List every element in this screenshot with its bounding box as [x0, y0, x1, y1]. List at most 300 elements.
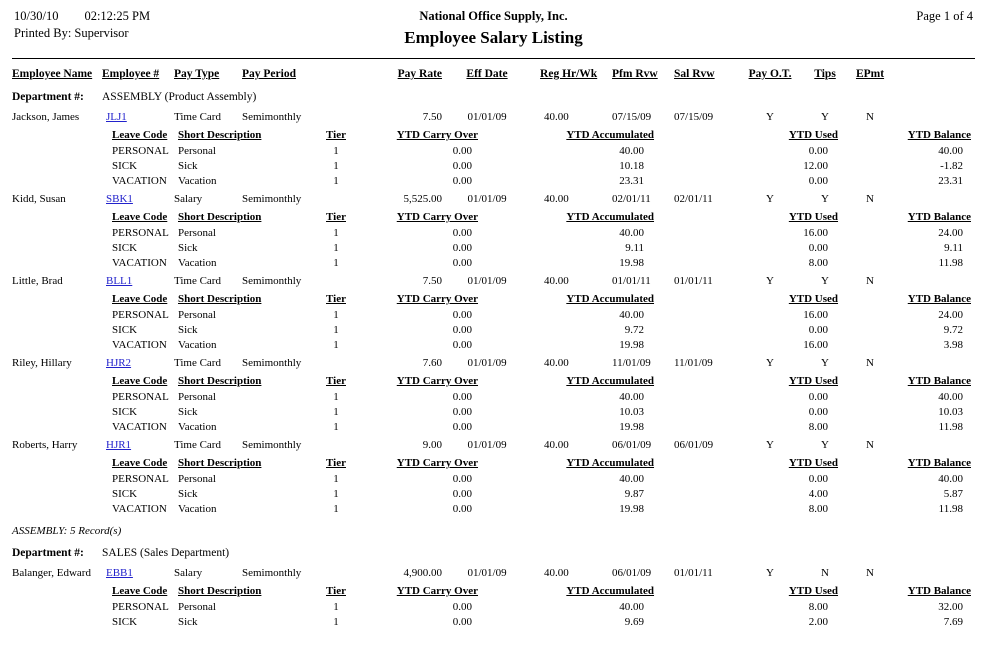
- eff-date: 01/01/09: [467, 567, 507, 579]
- leave-row: [12, 255, 975, 270]
- leave-indent: [12, 419, 102, 434]
- col-ytd-accumulated: YTD Accumulated: [566, 211, 655, 223]
- ytd-used: 0.00: [808, 175, 829, 187]
- leave-tier: 1: [333, 488, 339, 500]
- col-tier: Tier: [326, 211, 346, 223]
- tips: N: [821, 567, 829, 579]
- ytd-carry-over: 0.00: [452, 175, 473, 187]
- leave-indent: [12, 389, 102, 404]
- sal-rvw: 07/15/09: [674, 111, 714, 123]
- leave-indent: [12, 225, 102, 240]
- leave-indent: [12, 371, 102, 389]
- pay-type: Time Card: [174, 357, 221, 369]
- tips: Y: [821, 439, 829, 451]
- col-ytd-carry-over: YTD Carry Over: [396, 585, 479, 597]
- employee-number-link[interactable]: HJR2: [106, 357, 132, 369]
- ytd-balance: 24.00: [938, 309, 963, 321]
- col-pay-ot: Pay O.T.: [748, 68, 792, 80]
- leave-row: [12, 143, 975, 158]
- report-title: Employee Salary Listing: [404, 28, 583, 47]
- col-ytd-accumulated: YTD Accumulated: [566, 585, 655, 597]
- pay-ot: Y: [766, 567, 774, 579]
- col-employee-number: Employee #: [102, 68, 160, 80]
- pay-rate: 7.50: [422, 111, 443, 123]
- pay-type: Time Card: [174, 111, 221, 123]
- ytd-accumulated: 9.11: [625, 242, 645, 254]
- leave-indent: [12, 143, 102, 158]
- department-record-count: ASSEMBLY: 5 Record(s): [12, 525, 122, 537]
- department-label: Department #:: [12, 91, 84, 103]
- leave-header-row: [12, 581, 975, 599]
- leave-tier: 1: [333, 309, 339, 321]
- leave-tier: 1: [333, 503, 339, 515]
- leave-code: VACATION: [112, 421, 167, 433]
- col-short-description: Short Description: [178, 211, 262, 223]
- sal-rvw: 06/01/09: [674, 439, 714, 451]
- epmt: N: [866, 275, 874, 287]
- ytd-carry-over: 0.00: [452, 257, 473, 269]
- ytd-accumulated: 40.00: [619, 309, 645, 321]
- eff-date: 01/01/09: [467, 439, 507, 451]
- ytd-accumulated: 40.00: [619, 473, 645, 485]
- ytd-accumulated: 19.98: [619, 339, 645, 351]
- leave-description: Vacation: [178, 175, 217, 187]
- leave-header-row: [12, 371, 975, 389]
- col-tips: Tips: [814, 68, 836, 80]
- page-indicator: Page 1 of 4: [916, 9, 973, 23]
- ytd-balance: 40.00: [938, 473, 963, 485]
- leave-description: Personal: [178, 145, 216, 157]
- leave-tier: 1: [333, 227, 339, 239]
- ytd-accumulated: 19.98: [619, 421, 645, 433]
- salary-listing-table: [12, 59, 975, 629]
- leave-header-row: [12, 207, 975, 225]
- col-ytd-used: YTD Used: [788, 585, 839, 597]
- ytd-carry-over: 0.00: [452, 488, 473, 500]
- eff-date: 01/01/09: [467, 193, 507, 205]
- employee-row: [12, 434, 975, 453]
- leave-description: Personal: [178, 391, 216, 403]
- ytd-used: 8.00: [808, 601, 829, 613]
- pay-period: Semimonthly: [242, 439, 302, 451]
- leave-code: PERSONAL: [112, 309, 169, 321]
- col-pfm-rvw: Pfm Rvw: [612, 68, 658, 80]
- leave-description: Vacation: [178, 257, 217, 269]
- tips: Y: [821, 111, 829, 123]
- company-name: National Office Supply, Inc.: [419, 9, 568, 23]
- pay-ot: Y: [766, 439, 774, 451]
- leave-description: Personal: [178, 473, 216, 485]
- ytd-accumulated: 40.00: [619, 601, 645, 613]
- leave-code: SICK: [112, 324, 138, 336]
- col-ytd-carry-over: YTD Carry Over: [396, 129, 479, 141]
- ytd-accumulated: 9.72: [624, 324, 645, 336]
- ytd-accumulated: 40.00: [619, 391, 645, 403]
- col-leave-code: Leave Code: [112, 129, 168, 141]
- col-leave-code: Leave Code: [112, 375, 168, 387]
- col-ytd-used: YTD Used: [788, 375, 839, 387]
- ytd-accumulated: 19.98: [619, 257, 645, 269]
- leave-description: Vacation: [178, 421, 217, 433]
- col-ytd-balance: YTD Balance: [907, 293, 971, 305]
- col-leave-code: Leave Code: [112, 585, 168, 597]
- leave-description: Personal: [178, 227, 216, 239]
- employee-row: [12, 352, 975, 371]
- ytd-balance: 5.87: [943, 488, 963, 500]
- ytd-balance: 23.31: [938, 175, 963, 187]
- leave-tier: 1: [333, 391, 339, 403]
- col-leave-code: Leave Code: [112, 293, 168, 305]
- leave-tier: 1: [333, 616, 339, 628]
- ytd-used: 8.00: [808, 257, 829, 269]
- ytd-used: 0.00: [808, 473, 829, 485]
- pay-type: Salary: [174, 567, 203, 579]
- ytd-used: 4.00: [808, 488, 829, 500]
- leave-code: SICK: [112, 242, 138, 254]
- leave-header-row: [12, 125, 975, 143]
- leave-code: PERSONAL: [112, 145, 169, 157]
- ytd-accumulated: 10.03: [619, 406, 645, 418]
- pay-type: Salary: [174, 193, 203, 205]
- employee-name: Little, Brad: [12, 275, 63, 287]
- reg-hr-wk: 40.00: [544, 439, 569, 451]
- pfm-rvw: 11/01/09: [612, 357, 651, 369]
- pay-rate: 4,900.00: [403, 567, 443, 579]
- leave-tier: 1: [333, 242, 339, 254]
- col-ytd-balance: YTD Balance: [907, 457, 971, 469]
- col-tier: Tier: [326, 457, 346, 469]
- leave-tier: 1: [333, 406, 339, 418]
- header-center: [0, 8, 987, 49]
- leave-indent: [12, 307, 102, 322]
- leave-tier: 1: [333, 339, 339, 351]
- ytd-balance: 9.11: [944, 242, 963, 254]
- eff-date: 01/01/09: [467, 111, 507, 123]
- leave-tier: 1: [333, 257, 339, 269]
- leave-indent: [12, 322, 102, 337]
- ytd-carry-over: 0.00: [452, 391, 473, 403]
- employee-number-link[interactable]: EBB1: [106, 567, 133, 579]
- col-ytd-balance: YTD Balance: [907, 585, 971, 597]
- department-row: [12, 87, 975, 106]
- pay-ot: Y: [766, 193, 774, 205]
- leave-description: Sick: [178, 488, 198, 500]
- leave-indent: [12, 240, 102, 255]
- leave-code: VACATION: [112, 339, 167, 351]
- epmt: N: [866, 567, 874, 579]
- sal-rvw: 01/01/11: [674, 567, 713, 579]
- report-time: 02:12:25 PM: [84, 9, 151, 23]
- leave-indent: [12, 471, 102, 486]
- pay-type: Time Card: [174, 275, 221, 287]
- leave-code: VACATION: [112, 257, 167, 269]
- col-pay-rate: Pay Rate: [397, 68, 443, 80]
- leave-row: [12, 614, 975, 629]
- employee-name: Kidd, Susan: [12, 193, 66, 205]
- leave-indent: [12, 337, 102, 352]
- leave-row: [12, 389, 975, 404]
- printed-by: Printed By: Supervisor: [14, 26, 129, 40]
- leave-description: Sick: [178, 616, 198, 628]
- pay-period: Semimonthly: [242, 567, 302, 579]
- ytd-used: 8.00: [808, 421, 829, 433]
- col-pay-period: Pay Period: [242, 68, 296, 80]
- pfm-rvw: 06/01/09: [612, 439, 652, 451]
- leave-description: Personal: [178, 309, 216, 321]
- ytd-used: 8.00: [808, 503, 829, 515]
- col-short-description: Short Description: [178, 585, 262, 597]
- ytd-accumulated: 10.18: [619, 160, 645, 172]
- leave-tier: 1: [333, 324, 339, 336]
- report-header: [0, 0, 987, 52]
- leave-code: PERSONAL: [112, 601, 169, 613]
- col-ytd-accumulated: YTD Accumulated: [566, 129, 655, 141]
- ytd-used: 0.00: [808, 406, 829, 418]
- ytd-carry-over: 0.00: [452, 339, 473, 351]
- pay-period: Semimonthly: [242, 275, 302, 287]
- department-label: Department #:: [12, 547, 84, 559]
- col-ytd-accumulated: YTD Accumulated: [566, 293, 655, 305]
- employee-row: [12, 106, 975, 125]
- department-value: ASSEMBLY (Product Assembly): [102, 91, 257, 103]
- pfm-rvw: 06/01/09: [612, 567, 652, 579]
- col-short-description: Short Description: [178, 293, 262, 305]
- report-date: 10/30/10: [14, 9, 59, 23]
- col-ytd-accumulated: YTD Accumulated: [566, 375, 655, 387]
- ytd-balance: 9.72: [943, 324, 963, 336]
- ytd-balance: 40.00: [938, 391, 963, 403]
- leave-row: [12, 501, 975, 516]
- ytd-carry-over: 0.00: [452, 503, 473, 515]
- ytd-used: 0.00: [808, 391, 829, 403]
- leave-tier: 1: [333, 473, 339, 485]
- leave-indent: [12, 255, 102, 270]
- col-leave-code: Leave Code: [112, 211, 168, 223]
- leave-indent: [12, 486, 102, 501]
- epmt: N: [866, 439, 874, 451]
- col-short-description: Short Description: [178, 129, 262, 141]
- leave-row: [12, 322, 975, 337]
- leave-indent: [12, 173, 102, 188]
- col-ytd-balance: YTD Balance: [907, 129, 971, 141]
- reg-hr-wk: 40.00: [544, 275, 569, 287]
- employee-number-link[interactable]: SBK1: [106, 193, 133, 205]
- leave-row: [12, 240, 975, 255]
- ytd-balance: 3.98: [943, 339, 963, 351]
- col-ytd-used: YTD Used: [788, 211, 839, 223]
- tips: Y: [821, 357, 829, 369]
- ytd-used: 16.00: [803, 339, 829, 351]
- pay-ot: Y: [766, 111, 774, 123]
- pay-period: Semimonthly: [242, 193, 302, 205]
- pay-ot: Y: [766, 275, 774, 287]
- reg-hr-wk: 40.00: [544, 567, 569, 579]
- employee-name: Balanger, Edward: [12, 567, 91, 579]
- ytd-carry-over: 0.00: [452, 601, 473, 613]
- epmt: N: [866, 111, 874, 123]
- pay-rate: 9.00: [422, 439, 443, 451]
- ytd-balance: -1.82: [940, 160, 963, 172]
- ytd-balance: 40.00: [938, 145, 963, 157]
- ytd-balance: 32.00: [938, 601, 963, 613]
- ytd-carry-over: 0.00: [452, 242, 473, 254]
- ytd-balance: 11.98: [938, 503, 963, 515]
- employee-number-link[interactable]: HJR1: [106, 439, 132, 451]
- leave-description: Sick: [178, 406, 198, 418]
- col-ytd-carry-over: YTD Carry Over: [396, 211, 479, 223]
- col-ytd-used: YTD Used: [788, 457, 839, 469]
- leave-row: [12, 599, 975, 614]
- pfm-rvw: 01/01/11: [612, 275, 651, 287]
- employee-row: [12, 270, 975, 289]
- leave-header-row: [12, 453, 975, 471]
- leave-code: SICK: [112, 160, 138, 172]
- leave-row: [12, 158, 975, 173]
- col-eff-date: Eff Date: [466, 68, 508, 80]
- epmt: N: [866, 357, 874, 369]
- leave-description: Vacation: [178, 503, 217, 515]
- col-tier: Tier: [326, 293, 346, 305]
- leave-description: Sick: [178, 242, 198, 254]
- ytd-balance: 7.69: [943, 616, 963, 628]
- ytd-accumulated: 23.31: [619, 175, 645, 187]
- leave-indent: [12, 501, 102, 516]
- eff-date: 01/01/09: [467, 275, 507, 287]
- col-ytd-carry-over: YTD Carry Over: [396, 457, 479, 469]
- ytd-carry-over: 0.00: [452, 145, 473, 157]
- col-ytd-balance: YTD Balance: [907, 375, 971, 387]
- ytd-accumulated: 9.69: [624, 616, 645, 628]
- pay-type: Time Card: [174, 439, 221, 451]
- ytd-accumulated: 40.00: [619, 227, 645, 239]
- ytd-balance: 11.98: [938, 257, 963, 269]
- sal-rvw: 11/01/09: [674, 357, 713, 369]
- leave-description: Vacation: [178, 339, 217, 351]
- col-reg-hr-wk: Reg Hr/Wk: [540, 68, 598, 80]
- epmt: N: [866, 193, 874, 205]
- eff-date: 01/01/09: [467, 357, 507, 369]
- employee-row: [12, 188, 975, 207]
- leave-tier: 1: [333, 175, 339, 187]
- leave-header-row: [12, 289, 975, 307]
- leave-row: [12, 225, 975, 240]
- pay-rate: 7.50: [422, 275, 443, 287]
- leave-code: SICK: [112, 488, 138, 500]
- pay-ot: Y: [766, 357, 774, 369]
- employee-name: Riley, Hillary: [12, 357, 72, 369]
- column-header-row: [12, 59, 975, 87]
- ytd-used: 0.00: [808, 145, 829, 157]
- ytd-used: 12.00: [803, 160, 829, 172]
- leave-tier: 1: [333, 160, 339, 172]
- ytd-carry-over: 0.00: [452, 616, 473, 628]
- leave-tier: 1: [333, 421, 339, 433]
- pay-period: Semimonthly: [242, 111, 302, 123]
- col-ytd-used: YTD Used: [788, 293, 839, 305]
- leave-description: Sick: [178, 324, 198, 336]
- leave-code: VACATION: [112, 175, 167, 187]
- leave-indent: [12, 289, 102, 307]
- reg-hr-wk: 40.00: [544, 111, 569, 123]
- pay-rate: 7.60: [422, 357, 443, 369]
- employee-number-link[interactable]: JLJ1: [106, 111, 127, 123]
- col-leave-code: Leave Code: [112, 457, 168, 469]
- pay-rate: 5,525.00: [403, 193, 443, 205]
- leave-row: [12, 337, 975, 352]
- leave-indent: [12, 404, 102, 419]
- employee-row: [12, 562, 975, 581]
- leave-code: PERSONAL: [112, 391, 169, 403]
- leave-row: [12, 486, 975, 501]
- col-epmt: EPmt: [855, 68, 885, 80]
- ytd-accumulated: 9.87: [624, 488, 645, 500]
- department-row: [12, 543, 975, 562]
- employee-name: Roberts, Harry: [12, 439, 78, 451]
- col-sal-rvw: Sal Rvw: [674, 68, 715, 80]
- col-tier: Tier: [326, 375, 346, 387]
- ytd-balance: 10.03: [938, 406, 963, 418]
- col-tier: Tier: [326, 585, 346, 597]
- ytd-balance: 24.00: [938, 227, 963, 239]
- tips: Y: [821, 275, 829, 287]
- ytd-carry-over: 0.00: [452, 473, 473, 485]
- ytd-used: 16.00: [803, 309, 829, 321]
- col-pay-type: Pay Type: [174, 68, 220, 80]
- leave-code: SICK: [112, 616, 138, 628]
- ytd-used: 0.00: [808, 242, 829, 254]
- ytd-carry-over: 0.00: [452, 227, 473, 239]
- department-footer-row: [12, 516, 975, 543]
- sal-rvw: 01/01/11: [674, 275, 713, 287]
- leave-indent: [12, 158, 102, 173]
- col-ytd-carry-over: YTD Carry Over: [396, 293, 479, 305]
- reg-hr-wk: 40.00: [544, 357, 569, 369]
- leave-indent: [12, 125, 102, 143]
- ytd-accumulated: 19.98: [619, 503, 645, 515]
- employee-number-link[interactable]: BLL1: [106, 275, 133, 287]
- ytd-used: 0.00: [808, 324, 829, 336]
- leave-row: [12, 173, 975, 188]
- pay-period: Semimonthly: [242, 357, 302, 369]
- department-value: SALES (Sales Department): [102, 547, 230, 559]
- leave-description: Personal: [178, 601, 216, 613]
- ytd-carry-over: 0.00: [452, 324, 473, 336]
- ytd-used: 2.00: [808, 616, 829, 628]
- leave-indent: [12, 581, 102, 599]
- ytd-carry-over: 0.00: [452, 421, 473, 433]
- leave-row: [12, 404, 975, 419]
- ytd-carry-over: 0.00: [452, 160, 473, 172]
- ytd-accumulated: 40.00: [619, 145, 645, 157]
- leave-code: PERSONAL: [112, 473, 169, 485]
- tips: Y: [821, 193, 829, 205]
- sal-rvw: 02/01/11: [674, 193, 713, 205]
- leave-code: VACATION: [112, 503, 167, 515]
- leave-indent: [12, 207, 102, 225]
- leave-indent: [12, 599, 102, 614]
- ytd-used: 16.00: [803, 227, 829, 239]
- col-ytd-carry-over: YTD Carry Over: [396, 375, 479, 387]
- col-short-description: Short Description: [178, 375, 262, 387]
- leave-row: [12, 471, 975, 486]
- reg-hr-wk: 40.00: [544, 193, 569, 205]
- leave-indent: [12, 453, 102, 471]
- leave-row: [12, 419, 975, 434]
- report-body: [0, 59, 987, 629]
- col-short-description: Short Description: [178, 457, 262, 469]
- ytd-carry-over: 0.00: [452, 309, 473, 321]
- employee-name: Jackson, James: [12, 111, 80, 123]
